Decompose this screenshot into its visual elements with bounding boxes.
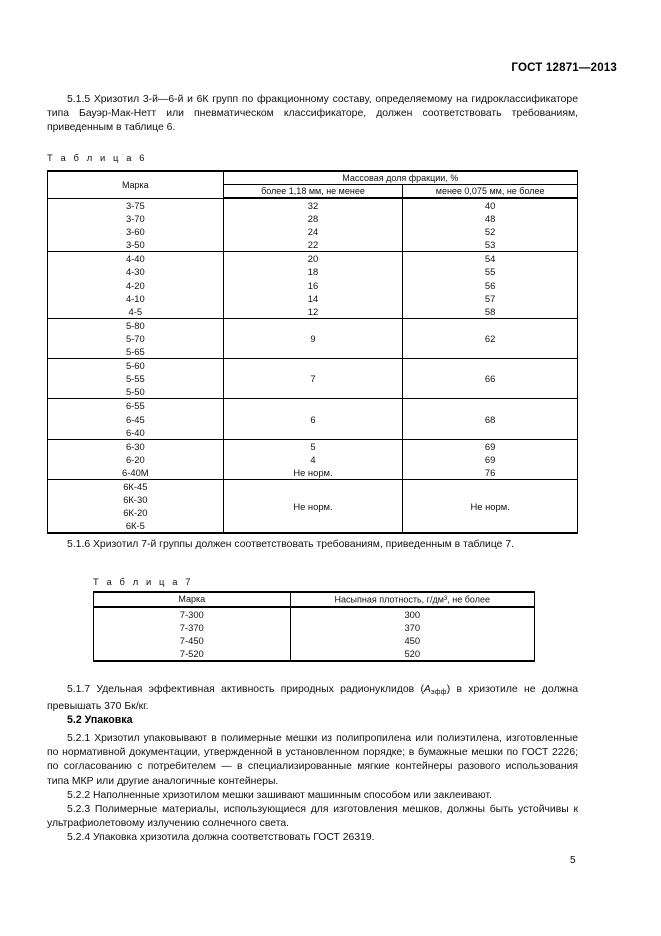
paragraph-5-2-2: [47, 789, 578, 803]
radionuclide-activity-symbol: A: [423, 684, 431, 695]
table-6-fraction-coarse-cell-value: Не норм.: [293, 466, 333, 478]
table-7-caption: Т а б л и ц а 7: [93, 576, 194, 587]
table-7-mark: 7-450: [179, 634, 204, 646]
table-6-group-row: [48, 479, 578, 533]
table-6-fraction-coarse-cell: [223, 439, 403, 479]
table-6-fraction-coarse-cell-value: Не норм.: [293, 500, 333, 512]
radionuclide-activity-subscript: эфф: [430, 688, 447, 696]
table-6-fraction-fine-cell: [403, 252, 578, 318]
table-7-density-value: 370: [404, 621, 421, 633]
table-6-mark: 6К-30: [123, 494, 148, 506]
paragraph-5-1-5: [47, 93, 578, 136]
table-6-fraction-fine-cell-value: 62: [484, 332, 496, 344]
paragraph-5-2-1: [47, 732, 578, 789]
table-6-fraction-coarse-cell-value: 32: [307, 200, 319, 211]
table-7-header: [94, 592, 535, 607]
table-6-fraction-fine-cell-value: 53: [484, 239, 496, 251]
table-6-marks-cell: [48, 479, 224, 533]
table-6-fraction-fine-cell-value: 66: [484, 373, 496, 385]
table-6-marks-cell: [48, 399, 224, 439]
table-6-col-marka: Марка: [48, 171, 224, 198]
table-6-group-row: [48, 252, 578, 318]
paragraph-5-1-7-text-before: 5.1.7 Удельная эффективная активность природных радионуклидов (: [67, 684, 424, 695]
table-7-density-value: 300: [404, 608, 421, 620]
table-6-marks-cell: [48, 318, 224, 358]
table-6-caption: Т а б л и ц а 6: [47, 152, 148, 163]
table-7-mark: 7-300: [179, 608, 204, 620]
table-6-fraction-coarse-cell-value: 9: [310, 332, 316, 344]
table-6-mark: 4-10: [125, 292, 145, 304]
table-6-col-sub2: менее 0,075 мм, не более: [403, 185, 578, 199]
table-6-fraction-coarse-cell-value: 20: [307, 253, 319, 265]
table-6-marks-cell: [48, 198, 224, 252]
table-6-fraction-fine-cell-value: Не норм.: [470, 500, 510, 512]
table-6-mark: 5-70: [125, 332, 145, 344]
table-6-fraction-fine-cell-value: 58: [484, 305, 496, 317]
table-6-body: [48, 198, 578, 533]
table-7-col-density: [290, 592, 534, 607]
table-6-mark: 6-20: [125, 453, 145, 465]
table-6-header: [48, 171, 578, 198]
table-6-fraction-coarse-cell-value: 24: [307, 226, 319, 238]
section-heading-5-2: 5.2 Упаковка: [67, 714, 133, 726]
paragraph-5-2-4: [47, 831, 578, 845]
table-7-body: [94, 607, 535, 661]
table-6-fraction-coarse-cell: [223, 359, 403, 399]
table-6-fraction-fine-cell: [403, 439, 578, 479]
table-6-fraction-fine-cell-value: 54: [484, 253, 496, 265]
paragraph-5-1-6-text: 5.1.6 Хризотил 7-й группы должен соответствовать требованиям, приведенным в таблице 7.: [67, 539, 514, 550]
table-6-mark: 5-50: [125, 386, 145, 398]
table-6-fraction-fine-cell-value: 57: [484, 292, 496, 304]
table-6-fraction-coarse-cell: [223, 479, 403, 533]
table-7-header-row: [94, 592, 535, 607]
table-6-fraction-fine-cell: [403, 359, 578, 399]
table-6-fraction-fine-cell-value: 48: [484, 213, 496, 225]
table-6-fraction-coarse-cell-value: 28: [307, 213, 319, 225]
table-6-fraction-coarse-cell: [223, 198, 403, 252]
paragraph-5-2-2-text: 5.2.2 Наполненные хризотилом мешки зашивают машинным способом или заклеивают.: [67, 790, 492, 801]
table-6-fraction-fine-cell: [403, 399, 578, 439]
table-6-mark: 6-45: [125, 413, 145, 425]
table-6-mark: 5-60: [125, 360, 145, 372]
table-6-group-row: [48, 359, 578, 399]
table-6-fraction-fine-cell-value: 40: [484, 200, 496, 211]
table-6-mark: 4-40: [125, 253, 145, 265]
paragraph-5-1-7-text-after: ) в хризотиле не должна превышать 370 Бк/кг.: [47, 684, 578, 713]
table-6-mark: 4-30: [125, 266, 145, 278]
document-header-standard-code: ГОСТ 12871—2013: [511, 62, 617, 74]
table-6-mark: 6-55: [125, 400, 145, 412]
table-6-fraction-fine-cell-value: 55: [484, 266, 496, 278]
paragraph-5-2-1-text: 5.2.1 Хризотил упаковывают в полимерные мешки из полипропилена или полиэтилена, изготовленные по нормативной документации, утвержденной в установленном порядке; в бумажные мешки по ГОСТ 2226; по согласованию с потребителем — в специализированные мягкие контейнеры разового использования типа МКР или другие аналогичные контейнеры.: [47, 733, 578, 787]
table-7-density-value: 450: [404, 634, 421, 646]
table-7-col-density-exponent: 3: [443, 595, 448, 602]
table-6-fraction-coarse-cell: [223, 318, 403, 358]
table-6-fraction-coarse-cell-value: 5: [310, 440, 316, 452]
paragraph-5-2-4-text: 5.2.4 Упаковка хризотила должна соответствовать ГОСТ 26319.: [67, 832, 375, 843]
table-6-mark: 5-55: [125, 373, 145, 385]
table-6-mark: 3-60: [125, 225, 145, 237]
table-7-density-cell: [290, 607, 534, 661]
table-6-group-row: [48, 399, 578, 439]
table-6-mark: 3-75: [125, 199, 145, 211]
table-6-mark: 4-5: [128, 305, 143, 317]
paragraph-5-1-7: [47, 683, 578, 714]
table-6-fraction-coarse-cell: [223, 252, 403, 318]
paragraph-5-1-6: [47, 538, 578, 552]
paragraph-5-1-5-text: 5.1.5 Хризотил 3-й—6-й и 6К групп по фракционному составу, определяемому на гидроклассификаторе типа Бауэр-Мак-Нетт или пневматическом классификаторе, должен соответствовать требованиям, приведенным в таблице 6.: [47, 94, 578, 134]
table-6-fraction-fine-cell-value: 69: [484, 440, 496, 452]
table-6-fraction-coarse-cell-value: 18: [307, 266, 319, 278]
table-7: [93, 591, 535, 662]
table-6-fraction-fine-cell-value: 56: [484, 279, 496, 291]
table-6-fraction-coarse-cell-value: 14: [307, 292, 319, 304]
table-7-marks-cell: [94, 607, 291, 661]
table-6-marks-cell: [48, 252, 224, 318]
paragraph-5-2-3-text: 5.2.3 Полимерные материалы, использующиеся для изготовления мешков, должны быть устойчивы к ультрафиолетовому излучению солнечного света.: [47, 804, 578, 830]
table-6-fraction-fine-cell: [403, 318, 578, 358]
table-6-col-group: Массовая доля фракции, %: [223, 171, 577, 185]
table-6-mark: 6К-20: [123, 507, 148, 519]
table-6-fraction-coarse-cell-value: 6: [310, 413, 316, 425]
table-6-mark: 4-20: [125, 279, 145, 291]
table-7-mark: 7-520: [179, 647, 204, 659]
table-7-col-density-suffix: , не более: [447, 594, 490, 605]
table-7-mark: 7-370: [179, 621, 204, 633]
table-6-fraction-coarse-cell-value: 12: [307, 305, 319, 317]
table-6-fraction-coarse-cell-value: 22: [307, 239, 319, 251]
table-6: [47, 170, 578, 534]
table-7-density-value: 520: [404, 647, 421, 659]
table-6-fraction-fine-cell: [403, 198, 578, 252]
table-6-marks-cell: [48, 439, 224, 479]
page-number: 5: [570, 855, 576, 866]
table-6-mark: 3-70: [125, 212, 145, 224]
table-6-mark: 3-50: [125, 239, 145, 251]
table-6-mark: 6-30: [125, 440, 145, 452]
table-6-fraction-fine-cell: [403, 479, 578, 533]
table-6-header-row-1: [48, 171, 578, 185]
table-6-mark: 5-80: [125, 319, 145, 331]
table-7-row: [94, 607, 535, 661]
table-6-mark: 6-40: [125, 426, 145, 438]
table-6-fraction-fine-cell-value: 52: [484, 226, 496, 238]
table-6-group-row: [48, 318, 578, 358]
table-6-mark: 5-65: [125, 346, 145, 358]
table-6-group-row: [48, 198, 578, 252]
table-6-fraction-fine-cell-value: 76: [484, 466, 496, 478]
table-6-fraction-coarse-cell-value: 7: [310, 373, 316, 385]
table-7-col-density-text: Насыпная плотность, г/дм: [334, 594, 444, 605]
table-6-fraction-fine-cell-value: 68: [484, 413, 496, 425]
paragraph-5-2-3: [47, 803, 578, 831]
table-6-fraction-coarse-cell-value: 16: [307, 279, 319, 291]
table-6-fraction-coarse-cell: [223, 399, 403, 439]
table-6-col-sub1: более 1,18 мм, не менее: [223, 185, 403, 199]
table-6-mark: 6К-45: [123, 480, 148, 492]
table-6-fraction-coarse-cell-value: 4: [310, 453, 316, 465]
table-6-fraction-fine-cell-value: 69: [484, 453, 496, 465]
table-7-col-marka: Марка: [94, 592, 291, 607]
table-6-mark: 6К-5: [125, 520, 145, 532]
table-6-marks-cell: [48, 359, 224, 399]
table-6-mark: 6-40М: [122, 466, 149, 478]
table-6-group-row: [48, 439, 578, 479]
